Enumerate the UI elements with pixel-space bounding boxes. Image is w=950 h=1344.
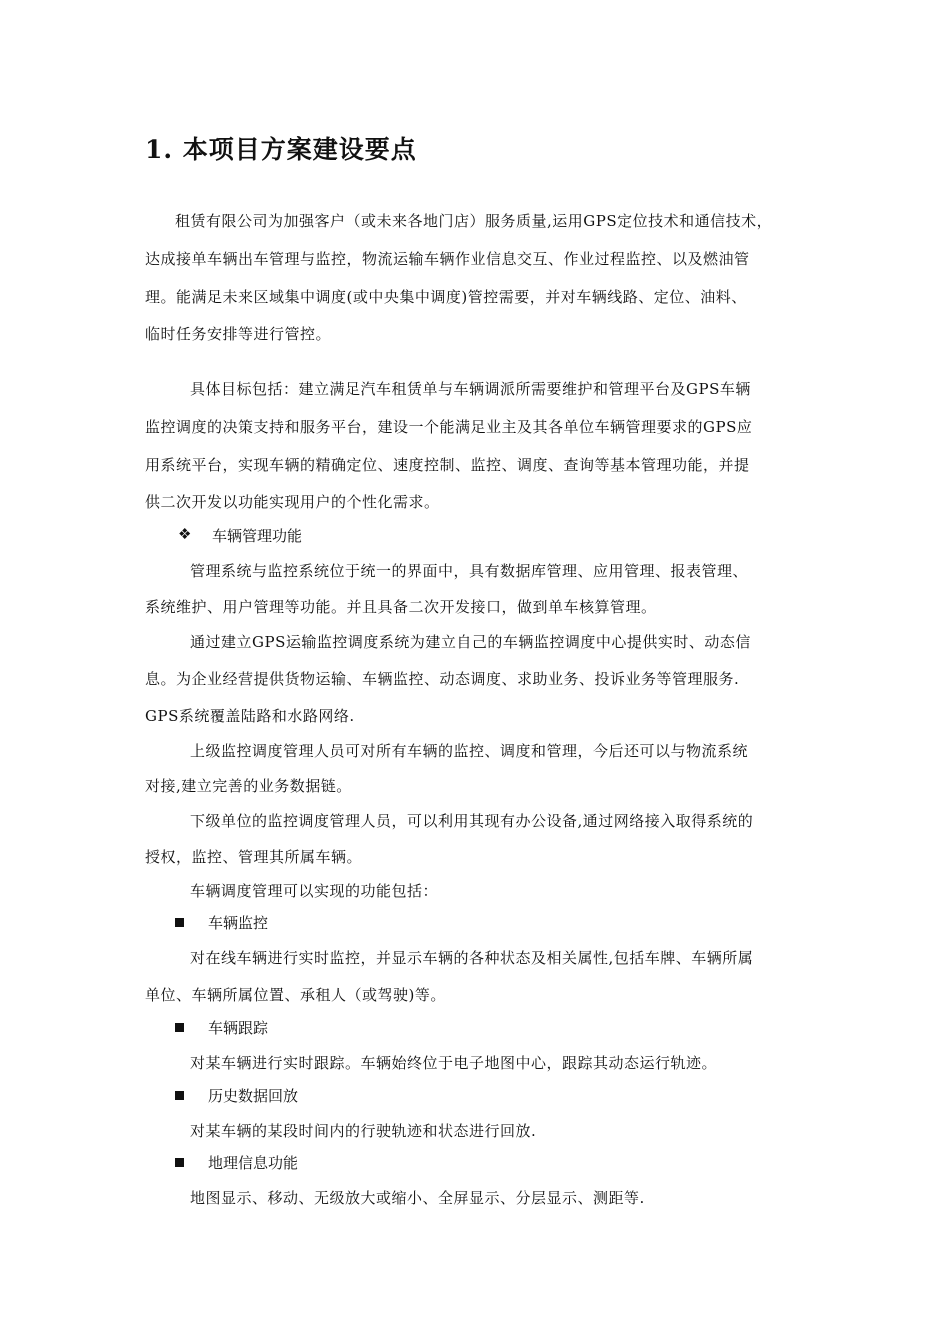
- text-line: 临时任务安排等进行管控。: [145, 325, 332, 343]
- text-line: 息。为企业经营提供货物运输、车辆监控、动态调度、求助业务、投诉业务等管理服务.: [145, 670, 740, 688]
- text-line: 对在线车辆进行实时监控，并显示车辆的各种状态及相关属性,包括车牌、车辆所属: [190, 949, 754, 967]
- text-line: 达成接单车辆出车管理与监控，物流运输车辆作业信息交互、作业过程监控、以及燃油管: [145, 250, 750, 268]
- square-bullet-icon: [175, 1158, 184, 1167]
- text-line: 授权，监控、管理其所属车辆。: [145, 848, 363, 866]
- text-line: 下级单位的监控调度管理人员，可以利用其现有办公设备,通过网络接入取得系统的: [190, 812, 754, 830]
- text-line: 管理系统与监控系统位于统一的界面中，具有数据库管理、应用管理、报表管理、: [190, 562, 749, 580]
- text-line: 地图显示、移动、无级放大或缩小、全屏显示、分层显示、测距等.: [190, 1189, 645, 1207]
- bullet-label: 车辆跟踪: [208, 1019, 269, 1037]
- text-line: 上级监控调度管理人员可对所有车辆的监控、调度和管理，今后还可以与物流系统: [190, 742, 749, 760]
- text-line: 单位、车辆所属位置、承租人（或驾驶)等。: [145, 986, 446, 1004]
- text-line: 供二次开发以功能实现用户的个性化需求。: [145, 493, 440, 511]
- text-line: 对某车辆的某段时间内的行驶轨迹和状态进行回放.: [190, 1122, 537, 1140]
- text-line: 具体目标包括：建立满足汽车租赁单与车辆调派所需要维护和管理平台及GPS车辆: [190, 380, 751, 398]
- square-bullet-icon: [175, 1091, 184, 1100]
- text-line: 租赁有限公司为加强客户（或未来各地门店）服务质量,运用GPS定位技术和通信技术，: [175, 212, 773, 230]
- text-line: 对某车辆进行实时跟踪。车辆始终位于电子地图中心，跟踪其动态运行轨迹。: [190, 1054, 718, 1072]
- text-line: 理。能满足未来区域集中调度(或中央集中调度)管控需要，并对车辆线路、定位、油料、: [145, 288, 747, 306]
- text-line: 通过建立GPS运输监控调度系统为建立自己的车辆监控调度中心提供实时、动态信: [190, 633, 751, 651]
- bullet-label: 车辆管理功能: [212, 527, 303, 545]
- text-line: 监控调度的决策支持和服务平台，建设一个能满足业主及其各单位车辆管理要求的GPS应: [145, 418, 753, 436]
- bullet-label: 车辆监控: [208, 914, 269, 932]
- section-heading: 1. 本项目方案建设要点: [145, 135, 417, 164]
- text-line: 系统维护、用户管理等功能。并且具备二次开发接口，做到单车核算管理。: [145, 598, 657, 616]
- square-bullet-icon: [175, 918, 184, 927]
- text-line: GPS系统覆盖陆路和水路网络.: [145, 707, 355, 725]
- bullet-label: 地理信息功能: [208, 1154, 299, 1172]
- text-line: 用系统平台，实现车辆的精确定位、速度控制、监控、调度、查询等基本管理功能，并提: [145, 456, 750, 474]
- diamond-bullet-icon: ❖: [178, 525, 192, 543]
- text-line: 对接,建立完善的业务数据链。: [145, 777, 352, 795]
- square-bullet-icon: [175, 1023, 184, 1032]
- text-line: 车辆调度管理可以实现的功能包括：: [190, 882, 439, 900]
- bullet-label: 历史数据回放: [208, 1087, 299, 1105]
